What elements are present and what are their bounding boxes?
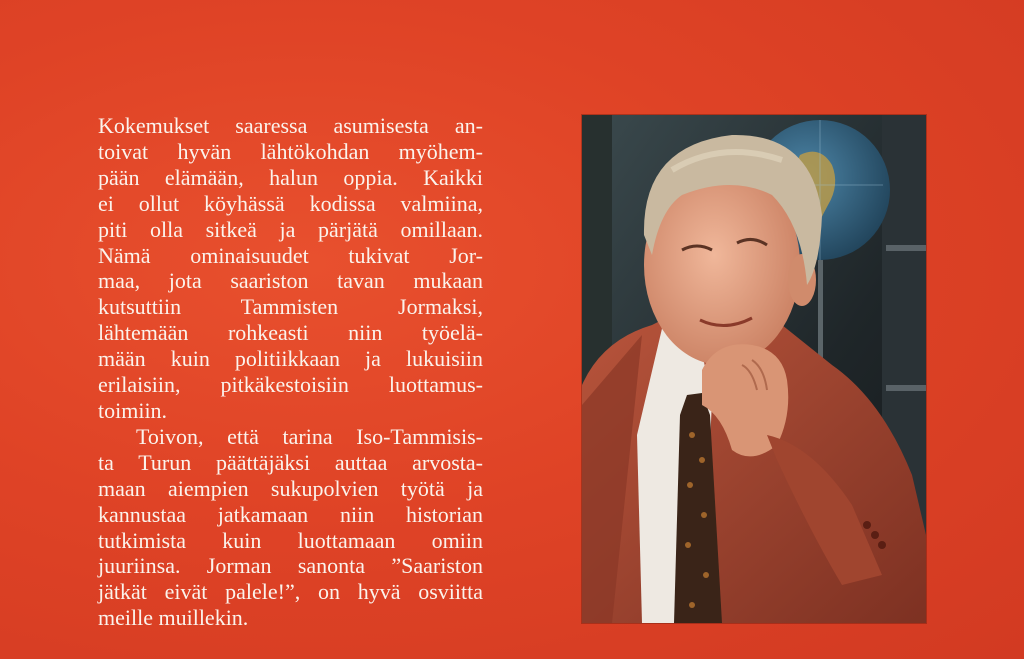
text-line: erilaisiin, pitkäkestoisiin luottamus-: [98, 372, 483, 398]
text-line: Toivon, että tarina Iso-Tammisis-: [136, 423, 483, 449]
portrait-photo: [582, 115, 926, 623]
text-line: toivat hyvän lähtökohdan myöhem-: [98, 138, 483, 164]
text-line: Kokemukset saaressa asumisesta an-: [98, 113, 483, 138]
text-line: ta Turun päättäjäksi auttaa arvosta-: [98, 449, 483, 475]
text-line: ei ollut köyhässä kodissa valmiina,: [98, 190, 483, 216]
body-text: [98, 113, 483, 631]
paragraph-2: [98, 424, 483, 631]
text-line: Nämä ominaisuudet tukivat Jor-: [98, 242, 483, 268]
text-line: maa, jota saariston tavan mukaan: [98, 268, 483, 294]
text-line: mään kuin politiikkaan ja lukuisiin: [98, 346, 483, 372]
text-line: kannustaa jatkamaan niin historian: [98, 501, 483, 527]
text-line: kutsuttiin Tammisten Jormaksi,: [98, 294, 483, 320]
text-line: toimiin.: [98, 397, 168, 423]
portrait-illustration: [582, 115, 926, 623]
text-line: pään elämään, halun oppia. Kaikki: [98, 164, 483, 190]
text-line: meille muillekin.: [98, 605, 249, 631]
text-line: juuriinsa. Jorman sanonta ”Saariston: [98, 553, 483, 579]
text-line: maan aiempien sukupolvien työtä ja: [98, 475, 483, 501]
text-line: lähtemään rohkeasti niin työelä-: [98, 320, 483, 346]
text-line: tutkimista kuin luottamaan omiin: [98, 527, 483, 553]
paragraph-1: [98, 113, 483, 424]
text-line: jätkät eivät palele!”, on hyvä osviitta: [98, 579, 483, 605]
text-line: piti olla sitkeä ja pärjätä omillaan.: [98, 216, 483, 242]
